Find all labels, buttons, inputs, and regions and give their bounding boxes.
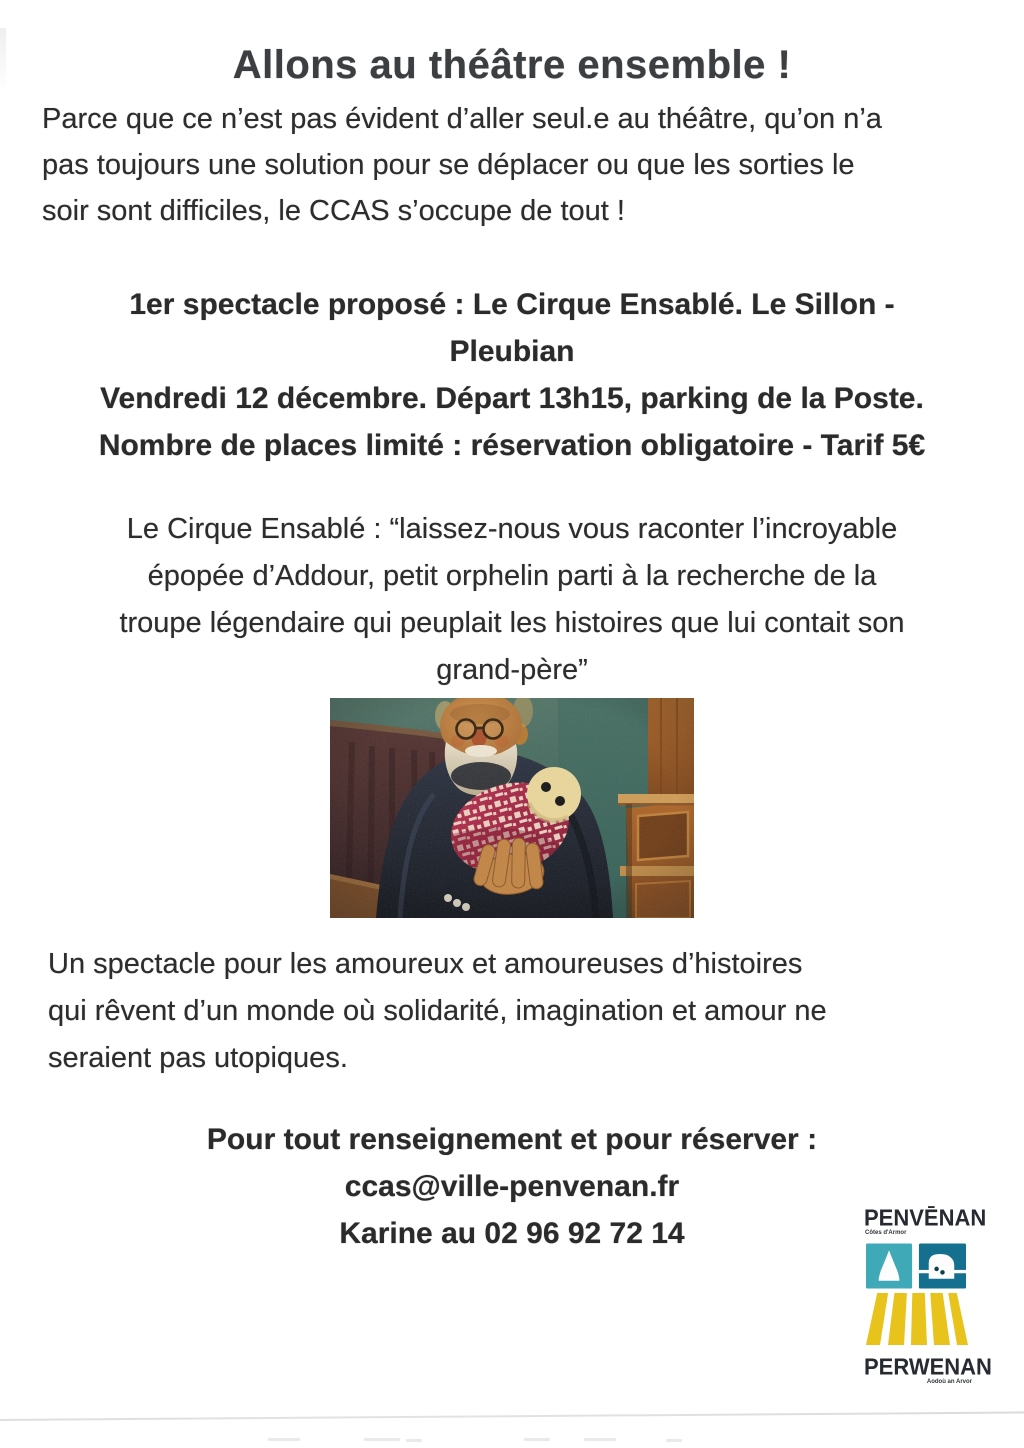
scan-artifact-dash [364,1438,400,1441]
scan-artifact-dash [584,1438,616,1441]
scan-edge-smudge [0,28,6,92]
description-line-1: Le Cirque Ensablé : “laissez-nous vous raconter l’incroyable [126,513,898,545]
show-info-line-3: Vendredi 12 décembre. Départ 13h15, parking de la Poste. [100,382,924,415]
logo-fields [866,1293,990,1350]
intro-line-2: pas toujours une solution pour se déplacer ou que les sorties le [42,149,855,181]
house-icon [929,1254,954,1279]
contact-heading: Pour tout renseignement et pour réserver : [206,1123,818,1156]
scan-artifact-dash [268,1438,300,1441]
description-line-4: grand-père” [436,654,588,686]
audience-paragraph [48,941,827,1082]
logo-squares-art [866,1243,966,1289]
penvenan-logo [858,1206,990,1386]
spectacle-photo-art [330,698,694,918]
intro-line-1: Parce que ce n’est pas évident d’aller seul.e au théâtre, qu’on n’a [42,103,882,135]
audience-line-2: qui rêvent d’un monde où solidarité, imagination et amour ne [48,995,827,1027]
logo-fields-art [866,1293,968,1345]
scan-artifact-dash [524,1438,550,1441]
contact-phone: Karine au 02 96 92 72 14 [339,1217,685,1250]
intro-line-3: soir sont difficiles, le CCAS s’occupe de tout ! [42,195,625,227]
intro-paragraph [42,96,882,234]
logo-squares [866,1243,990,1289]
scan-artifact-dash [406,1439,422,1442]
description-line-3: troupe légendaire qui peuplait les histoires que lui contait son [119,607,905,639]
show-info-line-1: 1er spectacle proposé : Le Cirque Ensablé. Le Sillon - [129,288,895,321]
audience-line-3: seraient pas utopiques. [48,1042,348,1074]
spectacle-photo [330,698,694,918]
logo-name-breton: PERWENAN [864,1353,992,1380]
show-info-line-2: Pleubian [449,335,575,368]
audience-line-1: Un spectacle pour les amoureux et amoureuses d’histoires [48,948,803,980]
page-title: Allons au théâtre ensemble ! [232,42,792,87]
fields-icon [866,1293,968,1345]
show-info-line-4: Nombre de places limité : réservation obligatoire - Tarif 5€ [98,429,926,462]
logo-name-french: PENVĒNAN [864,1204,987,1231]
description-line-2: épopée d’Addour, petit orphelin parti à la recherche de la [147,560,877,592]
contact-email: ccas@ville-penvenan.fr [344,1170,680,1203]
show-info-block [0,281,1024,469]
scan-artifact-dash [666,1439,682,1442]
show-description [0,506,1024,694]
logo-subtitle-french: Côtes d'Armor [865,1230,907,1236]
scan-artifact-line [0,1411,1024,1421]
logo-subtitle-breton: Aodoù an Arvor [926,1379,972,1385]
